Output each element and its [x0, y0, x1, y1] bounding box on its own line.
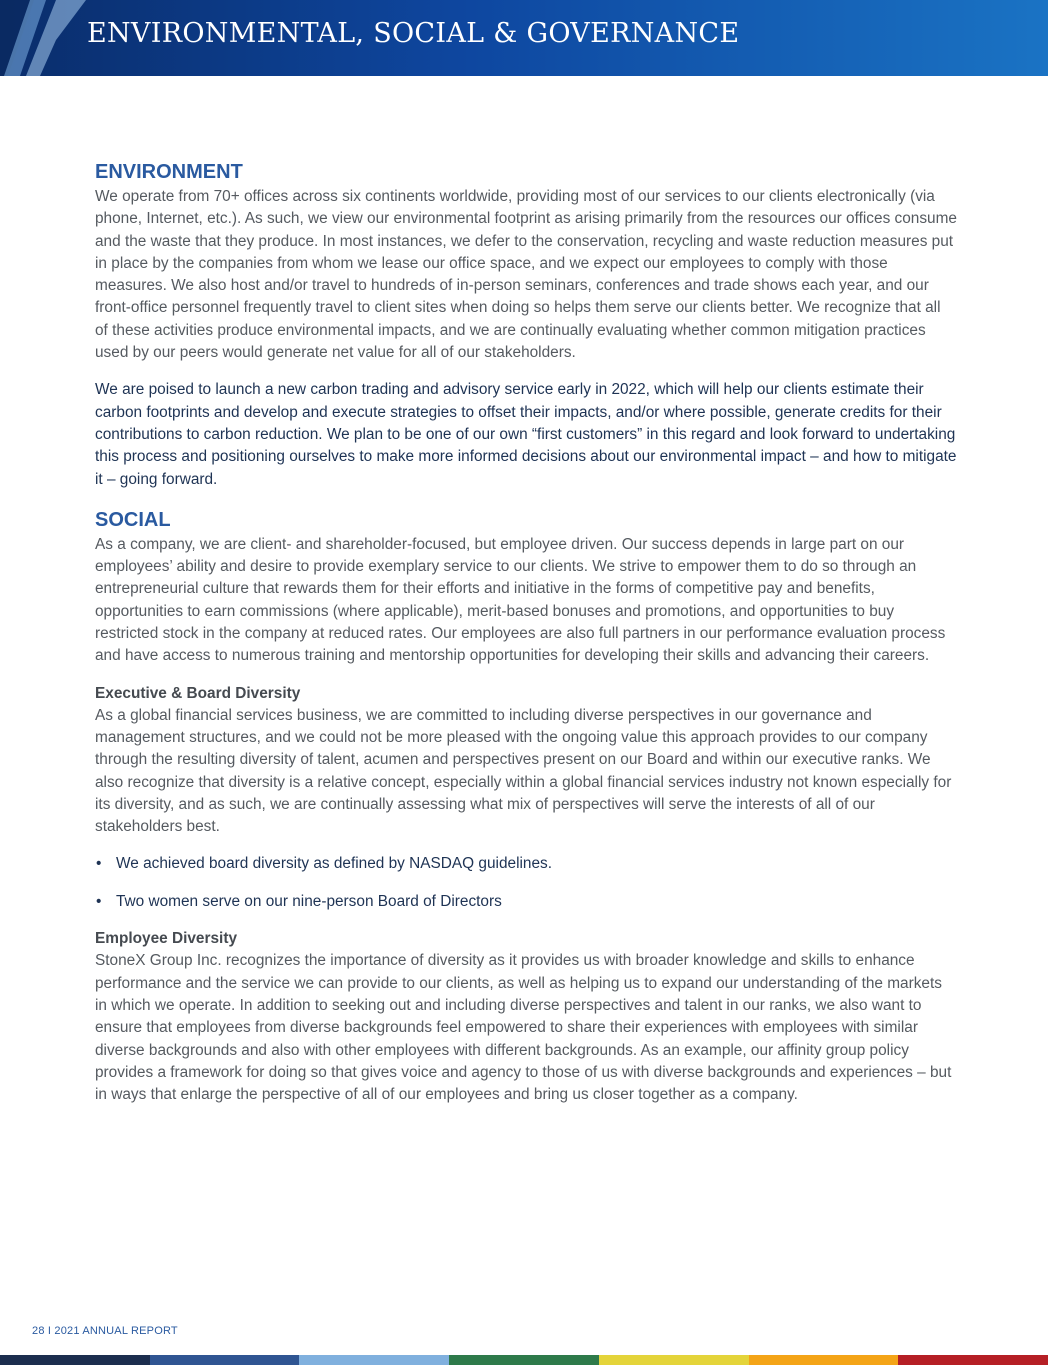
social-section: [95, 506, 957, 1107]
bullet-text: We achieved board diversity as defined by NASDAQ guidelines.: [116, 855, 553, 873]
diversity-bullet-list: [95, 853, 957, 913]
employee-diversity-paragraph: StoneX Group Inc. recognizes the importance of diversity as it provides us with broader knowledge and skills to enhance performance and the service we can provide to our clients, as well as helping us to expand our understanding of the markets in which we operate. In addition to seeking out and including diverse perspectives and talent in our ranks, we also want to ensure that employees from diverse backgrounds feel empowered to share their experiences with employees with similar diverse backgrounds and also with other employees with different backgrounds. As an example, our affinity group policy provides a framework for doing so that gives voice and agency to those of us with diverse backgrounds and experiences – but in ways that enlarge the perspective of all of our employees and bring us closer together as a company.: [95, 952, 952, 1104]
environment-section: [95, 158, 957, 491]
executive-diversity-paragraph: As a global financial services business, we are committed to including diverse perspectives in our governance and management structures, and we could not be more pleased with the ongoing value this approach provides to our company through the resulting diversity of talent, acumen and perspectives present on our Board and within our executive ranks. We also recognize that diversity is a relative concept, especially within a global financial services industry not known especially for its diversity, and as such, we are continually assessing what mix of perspectives will serve the interests of all of our stakeholders best.: [95, 706, 952, 836]
environment-paragraph: We operate from 70+ offices across six continents worldwide, providing most of our services to our clients electronically (via phone, Internet, etc.). As such, we view our environmental footprint as arising primarily from the resources our offices consume and the waste that they produce. In most instances, we defer to the conservation, recycling and waste reduction measures put in place by the companies from whom we lease our office space, and we expect our employees to comply with those measures. We also host and/or travel to hundreds of in-person seminars, conferences and trade shows each year, and our front-office personnel frequently travel to client sites when doing so helps them serve our clients better. We recognize that all of these activities produce environmental impacts, and we are continually evaluating whether common mitigation practices used by our peers would generate net value for all of our stakeholders.: [95, 188, 957, 362]
header-banner: [0, 0, 1048, 76]
executive-diversity-heading: Executive & Board Diversity: [95, 684, 301, 702]
bullet-text: Two women serve on our nine-person Board of Directors: [116, 893, 502, 911]
color-bar-segment: [449, 1355, 599, 1365]
footer-color-bar: [0, 1355, 1048, 1365]
list-item: [95, 891, 957, 913]
color-bar-segment: [599, 1355, 749, 1365]
bullet-icon: •: [96, 893, 102, 911]
social-heading: SOCIAL: [95, 508, 171, 531]
employee-diversity-heading: Employee Diversity: [95, 930, 238, 948]
list-item: [95, 853, 957, 875]
color-bar-segment: [150, 1355, 300, 1365]
bullet-icon: •: [96, 855, 102, 873]
page-title: ENVIRONMENTAL, SOCIAL & GOVERNANCE: [87, 18, 740, 49]
carbon-trading-paragraph: We are poised to launch a new carbon trading and advisory service early in 2022, which will help our clients estimate their carbon footprints and develop and execute strategies to offset their impacts, and/or where possible, generate credits for their contributions to carbon reduction. We plan to be one of our own “first customers” in this regard and look forward to undertaking this process and positioning ourselves to make more informed decisions about our environmental impact – and how to mitigate it – going forward.: [95, 381, 957, 488]
color-bar-segment: [299, 1355, 449, 1365]
main-content: [95, 158, 957, 1122]
color-bar-segment: [749, 1355, 899, 1365]
social-paragraph: As a company, we are client- and shareholder-focused, but employee driven. Our success depends in large part on our employees’ ability and desire to provide exemplary service to our clients. We strive to empower them to do so through an entrepreneurial culture that rewards them for their efforts and initiative in the forms of competitive pay and benefits, opportunities to earn commissions (where applicable), merit-based bonuses and promotions, and opportunities to buy restricted stock in the company at reduced rates. Our employees are also full partners in our performance evaluation process and have access to numerous training and mentorship opportunities for developing their skills and advancing their careers.: [95, 535, 946, 665]
color-bar-segment: [0, 1355, 150, 1365]
color-bar-segment: [898, 1355, 1048, 1365]
environment-heading: ENVIRONMENT: [95, 161, 243, 183]
page-footer: 28 I 2021 ANNUAL REPORT: [32, 1325, 178, 1337]
